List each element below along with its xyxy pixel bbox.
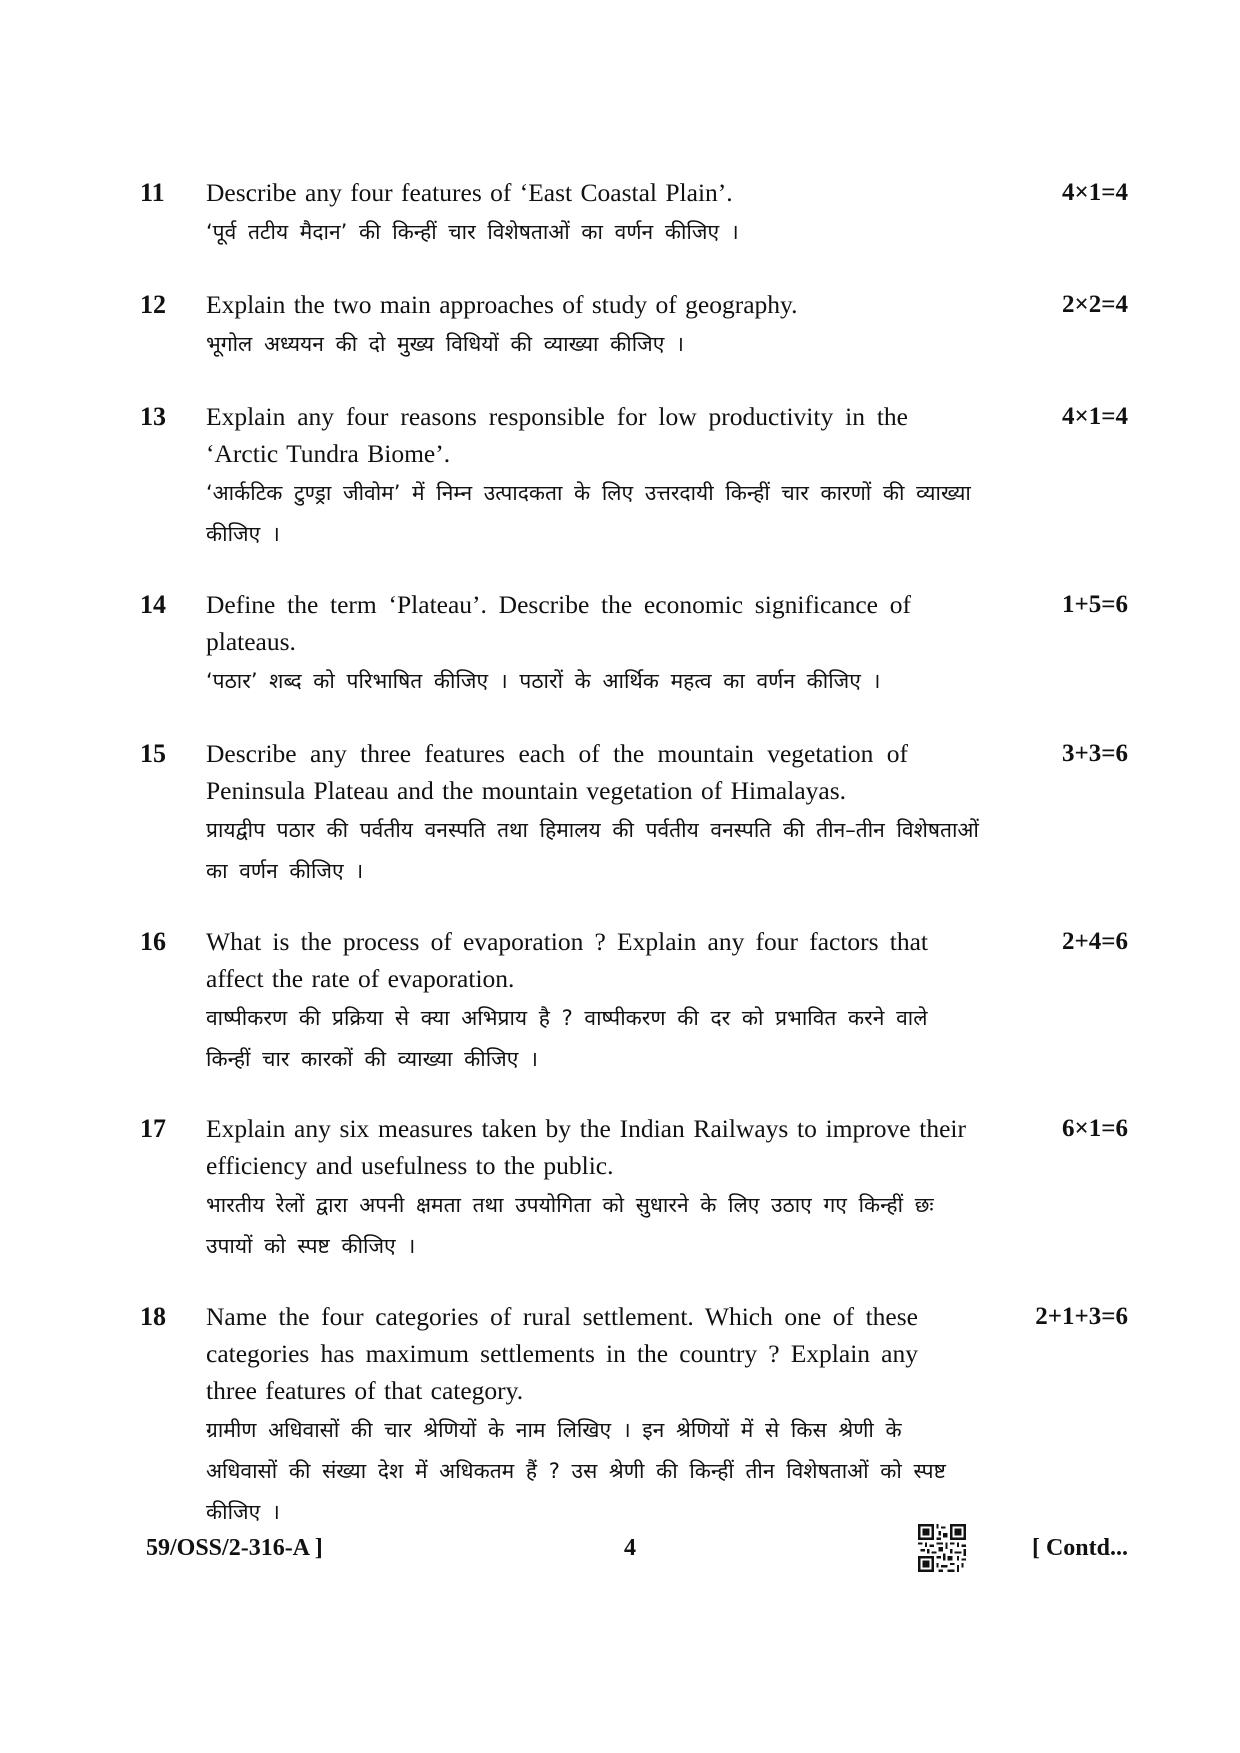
question-hindi: ‘पूर्व तटीय मैदान’ की किन्हीं चार विशेषताओं का वर्णन कीजिए । <box>206 220 739 244</box>
question-marks: 2+1+3=6 <box>1035 1303 1128 1330</box>
question-hindi: ‘पठार’ शब्द को परिभाषित कीजिए । पठारों के आर्थिक महत्व का वर्णन कीजिए । <box>206 669 881 693</box>
question-hindi: भारतीय रेलों द्वारा अपनी क्षमता तथा उपयोगिता को सुधारने के लिए उठाए गए किन्हीं छः उपायों को स्पष्ट कीजिए । <box>206 1193 934 1258</box>
question-body <box>206 1298 982 1533</box>
paper-code: 59/OSS/2-316-A ] <box>146 1535 323 1561</box>
question-marks: 4×1=4 <box>1062 179 1128 206</box>
question-body <box>206 286 966 365</box>
question-english: Describe any four features of ‘East Coastal Plain’. <box>206 178 733 207</box>
question-hindi: वाष्पीकरण की प्रक्रिया से क्या अभिप्राय है ? वाष्पीकरण की दर को प्रभावित करने वाले किन्हीं चार कारकों की व्याख्या कीजिए । <box>206 1006 928 1071</box>
question-english: What is the process of evaporation ? Explain any four factors that affect the rate of evaporation. <box>206 927 928 993</box>
question-marks: 2+4=6 <box>1062 928 1128 955</box>
page-footer <box>140 1528 1128 1578</box>
question-english: Describe any three features each of the mountain vegetation of Peninsula Plateau and the mountain vegetation of Himalayas. <box>206 739 908 805</box>
question-number: 18 <box>140 1302 166 1331</box>
question-body <box>206 1110 982 1267</box>
question-body <box>206 398 982 555</box>
page-number: 4 <box>624 1535 636 1561</box>
question-number: 16 <box>140 927 166 956</box>
question-number: 13 <box>140 402 166 431</box>
question-marks: 1+5=6 <box>1062 591 1128 618</box>
qr-code-icon <box>918 1524 966 1572</box>
question-english: Explain any four reasons responsible for low productivity in the ‘Arctic Tundra Biome’. <box>206 402 908 468</box>
continued-label: [ Contd... <box>1031 1535 1128 1561</box>
question-number: 11 <box>140 178 165 207</box>
question-body <box>206 174 966 253</box>
question-english: Name the four categories of rural settlement. Which one of these categories has maximum settlements in the country ? Explain any three features of that category. <box>206 1302 918 1405</box>
question-english: Explain the two main approaches of study of geography. <box>206 290 798 319</box>
question-english: Define the term ‘Plateau’. Describe the economic significance of plateaus. <box>206 590 911 656</box>
question-number: 17 <box>140 1114 166 1143</box>
question-hindi: ‘आर्कटिक टुण्ड्रा जीवोम’ में निम्न उत्पादकता के लिए उत्तरदायी किन्हीं चार कारणों की व्याख्या कीजिए । <box>206 481 971 546</box>
question-number: 14 <box>140 590 166 619</box>
question-hindi: प्रायद्वीप पठार की पर्वतीय वनस्पति तथा हिमालय की पर्वतीय वनस्पति की तीन–तीन विशेषताओं का वर्णन कीजिए । <box>206 818 979 883</box>
question-body <box>206 923 982 1080</box>
question-marks: 6×1=6 <box>1062 1115 1128 1142</box>
question-body <box>206 586 986 702</box>
question-marks: 2×2=4 <box>1062 291 1128 318</box>
question-marks: 4×1=4 <box>1062 403 1128 430</box>
question-body <box>206 735 982 892</box>
question-marks: 3+3=6 <box>1062 740 1128 767</box>
question-number: 12 <box>140 290 166 319</box>
question-number: 15 <box>140 739 166 768</box>
question-english: Explain any six measures taken by the Indian Railways to improve their efficiency and usefulness to the public. <box>206 1114 966 1180</box>
question-hindi: भूगोल अध्ययन की दो मुख्य विधियों की व्याख्या कीजिए । <box>206 332 684 356</box>
question-hindi: ग्रामीण अधिवासों की चार श्रेणियों के नाम लिखिए । इन श्रेणियों में से किस श्रेणी के अधिवासों की संख्या देश में अधिकतम हैं ? उस श्रेणी की किन्हीं तीन विशेषताओं को स्पष्ट कीजिए । <box>206 1418 946 1524</box>
